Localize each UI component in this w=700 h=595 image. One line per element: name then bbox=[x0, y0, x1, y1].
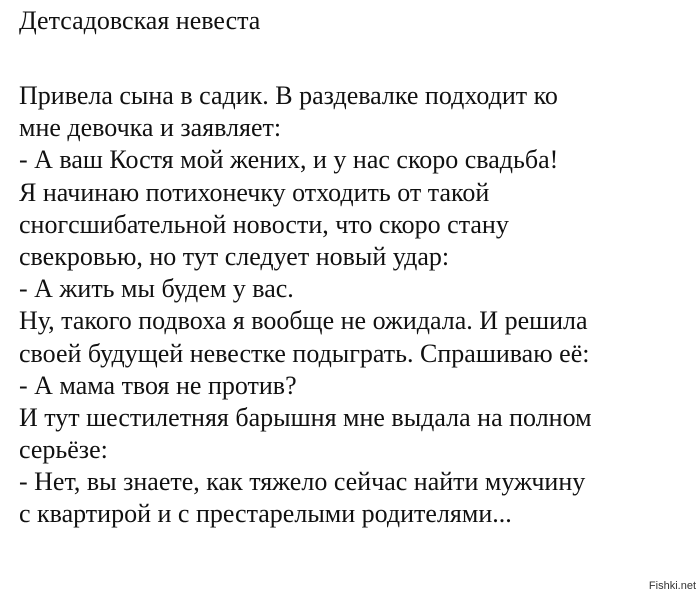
text-line: Я начинаю потихонечку отходить от такой bbox=[19, 177, 490, 207]
story-title: Детсадовская невеста bbox=[19, 6, 261, 35]
text-line: Привела сына в садик. В раздевалке подходит ко bbox=[19, 81, 558, 110]
text-line: своей будущей невестке подыграть. Спрашиваю её: bbox=[19, 338, 590, 368]
text-line: свекровью, но тут следует новый удар: bbox=[19, 241, 450, 271]
text-line: Ну, такого подвоха я вообще не ожидала. И решила bbox=[19, 306, 588, 336]
text-line: сногсшибательной новости, что скоро стану bbox=[19, 209, 509, 239]
text-line: - А ваш Костя мой жених, и у нас скоро свадьба! bbox=[19, 145, 559, 175]
text-line: - А жить мы будем у вас. bbox=[19, 274, 294, 304]
story-body bbox=[19, 80, 592, 531]
text-line: - Нет, вы знаете, как тяжело сейчас найти мужчину bbox=[19, 467, 586, 497]
text-line: мне девочка и заявляет: bbox=[19, 113, 282, 143]
text-line: серьёзе: bbox=[19, 435, 108, 465]
watermark: Fishki.net bbox=[648, 580, 696, 592]
text-line: - А мама твоя не против? bbox=[19, 370, 297, 400]
text-line: И тут шестилетняя барышня мне выдала на полном bbox=[19, 402, 592, 432]
text-line: с квартирой и с престарелыми родителями... bbox=[19, 499, 512, 529]
